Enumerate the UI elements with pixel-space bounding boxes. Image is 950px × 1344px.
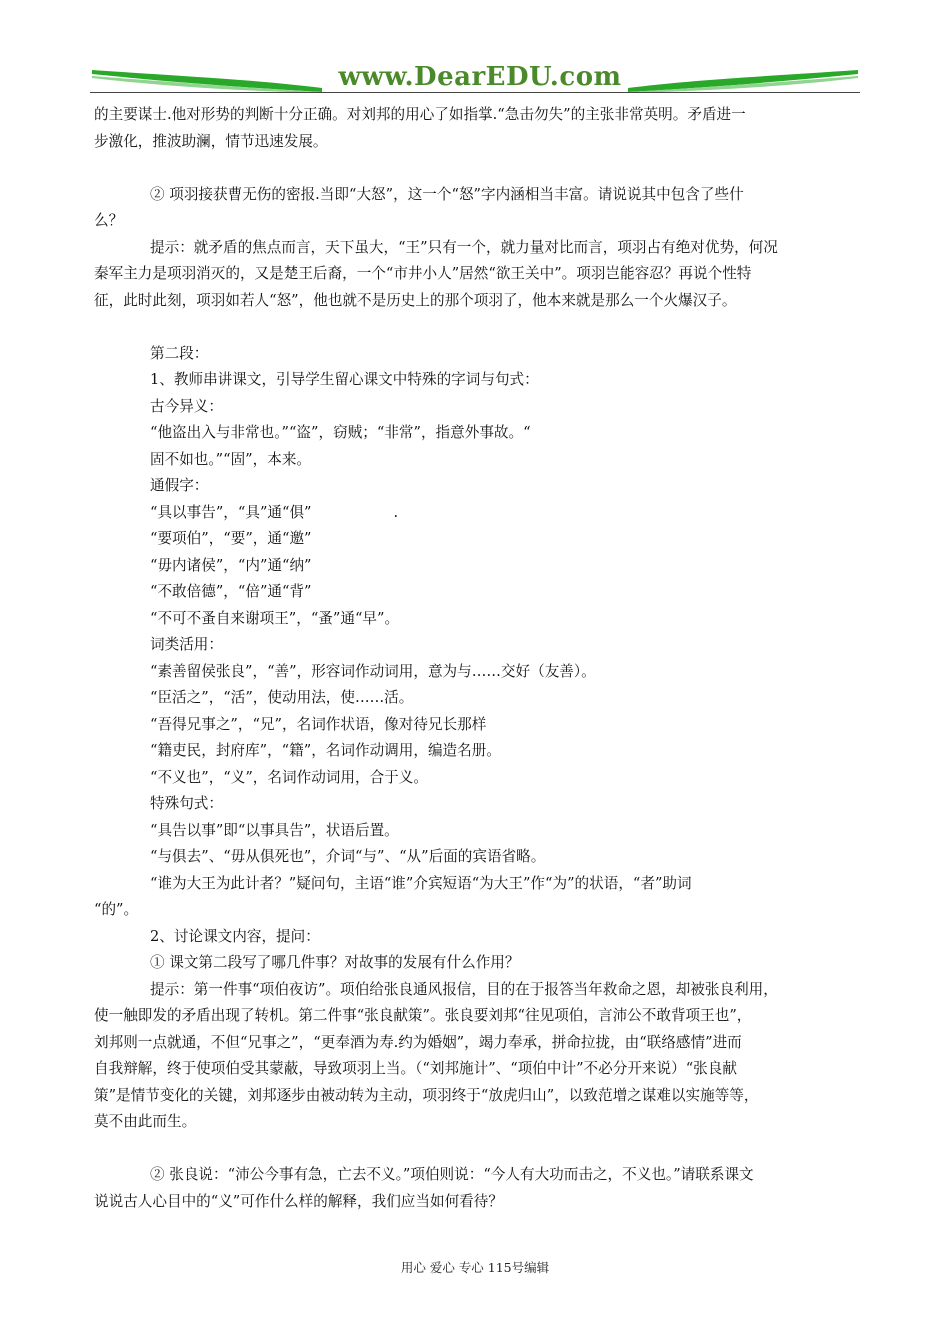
text-line: 征，此时此刻，项羽如若人“怒”，他也就不是历史上的那个项羽了，他本来就是那么一个火爆汉子。: [94, 291, 737, 309]
list-item: “籍吏民，封府库”，“籍”，名词作动调用，编造名册。: [150, 742, 501, 759]
blank-line: [94, 1136, 860, 1163]
list-item: “不可不蚤自来谢项王”，“蚤”通“早”。: [150, 609, 400, 627]
text-line: “的”。: [94, 901, 139, 918]
subheading-gujin: 古今异义：: [150, 397, 223, 415]
list-item: “谁为大王为此计者？”疑问句，主语“谁”介宾短语“为大王”作“为”的状语，“者”助词: [150, 874, 692, 892]
item-1: 1、教师串讲课文，引导学生留心课文中特殊的字词与句式：: [150, 371, 539, 388]
text-line: 莫不由此而生。: [94, 1113, 197, 1130]
hint-1: 提示：就矛盾的焦点而言，天下虽大，“王”只有一个，就力量对比而言，项羽占有绝对优势，何况: [150, 238, 778, 256]
site-logo: www.DearEDU.com: [338, 62, 622, 92]
item-2: 2、讨论课文内容，提问：: [150, 927, 320, 945]
list-item: “要项伯”，“要”，通“邀”: [150, 530, 312, 547]
question-3: ② 张良说：“沛公今事有急，亡去不义。”项伯则说：“今人有大功而击之，不义也。”请联系课文: [150, 1166, 754, 1183]
question-1: ① 课文第二段写了哪几件事？对故事的发展有什么作用？: [150, 954, 520, 971]
blank-line: [94, 155, 860, 182]
list-item: “不义也”，“义”，名词作动词用，合于义。: [150, 768, 428, 786]
text-line: 么？: [94, 212, 124, 229]
text-line: 的主要谋士.他对形势的判断十分正确。对刘邦的用心了如指掌.“急击勿失”的主张非常英明。矛盾进一: [94, 106, 746, 123]
subheading-teshu: 特殊句式：: [150, 795, 223, 812]
question-2: ② 项羽接获曹无伤的密报.当即“大怒”，这一个“怒”字内涵相当丰富。请说说其中包含了些什: [150, 185, 744, 203]
page-header: [90, 62, 860, 98]
list-item: “不敢倍德”，“倍”通“背”: [150, 583, 312, 600]
section-heading: 第二段：: [150, 344, 209, 362]
stray-dot: .: [393, 503, 399, 521]
list-item: “他盗出入与非常也。”“盗”，窃贼；“非常”，指意外事故。“: [150, 424, 531, 441]
document-body: [94, 102, 860, 1215]
list-item: “素善留侯张良”，“善”，形容词作动词用，意为与……交好（友善）。: [150, 662, 596, 680]
text-line: 秦军主力是项羽消灭的，又是楚王后裔，一个“市井小人”居然“欲王关中”。项羽岂能容忍？再说个性特: [94, 265, 752, 282]
text-line: 步激化，推波助澜，情节迅速发展。: [94, 132, 328, 150]
blank-line: [94, 314, 860, 341]
header-rule: [90, 92, 860, 93]
list-item: “与俱去”、“毋从俱死也”，介词“与”、“从”后面的宾语省略。: [150, 848, 546, 865]
subheading-cilei: 词类活用：: [150, 636, 223, 653]
text-line: 自我辩解，终于使项伯受其蒙蔽，导致项羽上当。（“刘邦施计”、“项伯中计”不必分开来说）“张良献: [94, 1060, 737, 1077]
list-item: “毋内诸侯”，“内”通“纳”: [150, 556, 312, 574]
list-item: “具以事告”，“具”通“俱” .: [150, 503, 399, 521]
page-footer: 用心 爱心 专心 115号编辑: [400, 1260, 550, 1275]
text-line: 刘邦则一点就通，不但“兄事之”，“更奉酒为寿.约为婚姻”，竭力奉承，拼命拉拢，由“联络感情”进而: [94, 1033, 742, 1051]
list-item: “吾得兄事之”，“兄”，名词作状语，像对待兄长那样: [150, 715, 487, 733]
list-item: “具告以事”即“以事具告”，状语后置。: [150, 821, 399, 839]
subheading-tongjia: 通假字：: [150, 477, 209, 494]
text-line: 说说古人心目中的“义”可作什么样的解释，我们应当如何看待？: [94, 1192, 503, 1210]
list-item: “臣活之”，“活”，使动用法，使……活。: [150, 689, 414, 706]
text-line: 策”是情节变化的关键，刘邦逐步由被动转为主动，项羽终于“放虎归山”，以致范增之谋难以实施等等，: [94, 1086, 759, 1104]
list-item: 固不如也。”“固”，本来。: [150, 450, 312, 468]
hint-2: 提示：第一件事“项伯夜访”。项伯给张良通风报信，目的在于报答当年救命之恩，却被张良利用，: [150, 980, 778, 998]
text-line: 使一触即发的矛盾出现了转机。第二件事“张良献策”。张良要刘邦“往见项伯，言沛公不敢背项王也”，: [94, 1007, 752, 1024]
